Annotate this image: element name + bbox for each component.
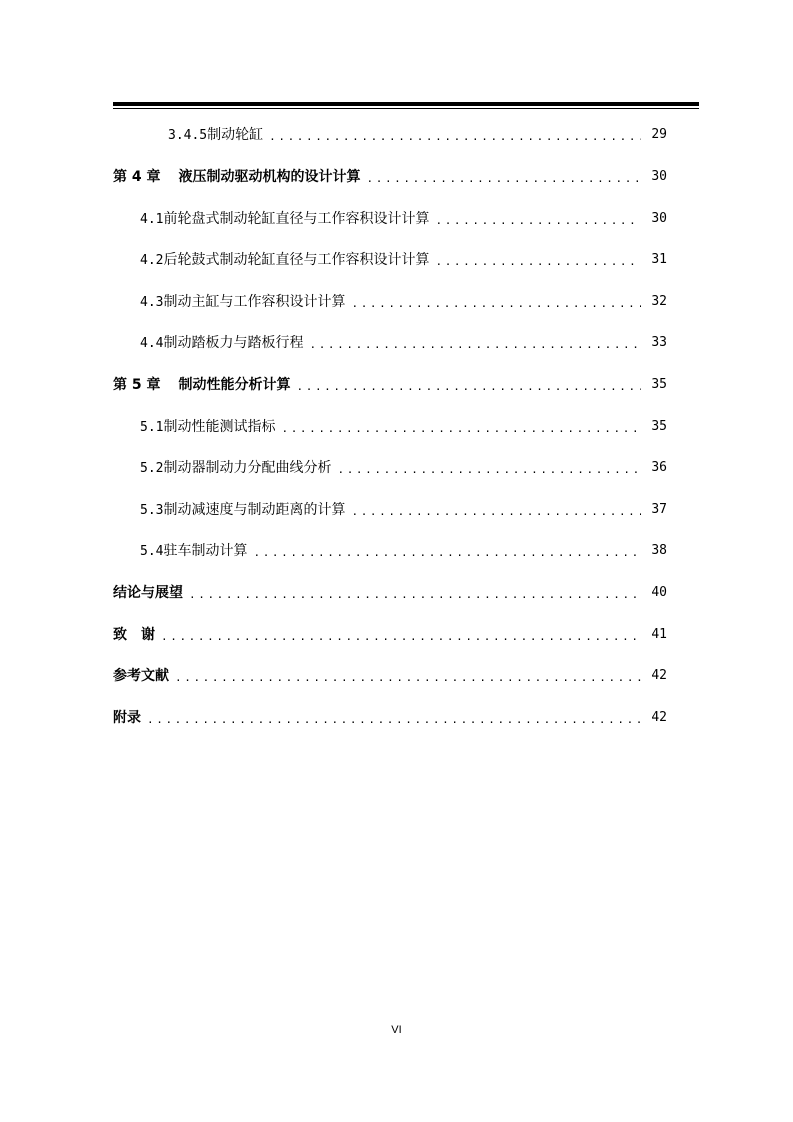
toc-entry-5-3[interactable]	[113, 497, 667, 521]
toc-page-number: 40	[651, 584, 667, 600]
toc-title: 制动轮缸	[207, 127, 264, 143]
toc-page-number: 32	[651, 293, 667, 309]
toc-page-number: 35	[651, 376, 667, 392]
toc-page-number: 41	[651, 626, 667, 642]
toc-page-number: 33	[651, 334, 667, 350]
toc-entry-5-2[interactable]	[113, 455, 667, 479]
dot-leader	[269, 130, 641, 143]
toc-page-number: 35	[651, 418, 667, 434]
toc-number: 第 4 章	[113, 169, 161, 185]
dot-leader	[435, 255, 641, 268]
toc-title: 驻车制动计算	[163, 543, 248, 559]
toc-page-number: 42	[651, 709, 667, 725]
toc-entry-chapter-4[interactable]	[113, 164, 667, 188]
toc-page-number: 36	[651, 459, 667, 475]
toc-title: 致 谢	[113, 627, 155, 643]
dot-leader	[351, 505, 641, 518]
toc-number: 4.3	[140, 295, 164, 310]
page-folio: VI	[391, 1024, 402, 1036]
toc-title: 后轮鼓式制动轮缸直径与工作容积设计计算	[163, 252, 430, 268]
toc-entry-appendix[interactable]	[113, 705, 667, 729]
toc-page-number: 38	[651, 542, 667, 558]
toc-number: 5.1	[140, 420, 164, 435]
toc-title: 制动器制动力分配曲线分析	[163, 460, 332, 476]
toc-number: 3.4.5	[168, 128, 208, 143]
toc-title: 制动性能分析计算	[178, 377, 291, 393]
dot-leader	[189, 588, 641, 601]
toc-number: 4.2	[140, 253, 164, 268]
toc-title: 制动减速度与制动距离的计算	[163, 502, 346, 518]
dot-leader	[435, 214, 641, 227]
header-rule-thick	[113, 102, 699, 106]
dot-leader	[337, 463, 641, 476]
header-rule-thin	[113, 108, 699, 109]
toc-entry-references[interactable]	[113, 663, 667, 687]
toc-title: 附录	[113, 710, 141, 726]
toc-entry-acknowledgements[interactable]	[113, 622, 667, 646]
toc-entry-4-4[interactable]	[113, 330, 667, 354]
dot-leader	[175, 671, 641, 684]
toc-title: 液压制动驱动机构的设计计算	[178, 169, 361, 185]
dot-leader	[309, 338, 641, 351]
toc-page-number: 29	[651, 126, 667, 142]
dot-leader	[281, 422, 641, 435]
toc-page-number: 30	[651, 210, 667, 226]
dot-leader	[367, 172, 642, 185]
dot-leader	[147, 713, 641, 726]
toc-title: 制动踏板力与踏板行程	[163, 335, 304, 351]
toc-title: 参考文献	[113, 668, 169, 684]
toc-entry-5-4[interactable]	[113, 538, 667, 562]
toc-entry-4-1[interactable]	[113, 206, 667, 230]
dot-leader	[297, 380, 642, 393]
toc-page-number: 31	[651, 251, 667, 267]
toc-page-number: 42	[651, 667, 667, 683]
toc-number: 4.4	[140, 336, 164, 351]
toc-entry-5-1[interactable]	[113, 414, 667, 438]
toc-title: 前轮盘式制动轮缸直径与工作容积设计计算	[163, 211, 430, 227]
toc-entry-chapter-5[interactable]	[113, 372, 667, 396]
toc-title: 制动主缸与工作容积设计计算	[163, 294, 346, 310]
toc-page-number: 37	[651, 501, 667, 517]
toc-entry-conclusion[interactable]	[113, 580, 667, 604]
toc-number: 5.4	[140, 544, 164, 559]
dot-leader	[253, 546, 641, 559]
toc-entry-3-4-5[interactable]	[113, 122, 667, 146]
toc-number: 5.2	[140, 461, 164, 476]
dot-leader	[351, 297, 641, 310]
toc-entry-4-2[interactable]	[113, 247, 667, 271]
toc-title: 结论与展望	[113, 585, 183, 601]
toc-number: 4.1	[140, 212, 164, 227]
dot-leader	[161, 630, 641, 643]
toc-number: 5.3	[140, 503, 164, 518]
toc-page-number: 30	[651, 168, 667, 184]
toc-title: 制动性能测试指标	[163, 419, 276, 435]
toc-entry-4-3[interactable]	[113, 289, 667, 313]
toc-number: 第 5 章	[113, 377, 161, 393]
